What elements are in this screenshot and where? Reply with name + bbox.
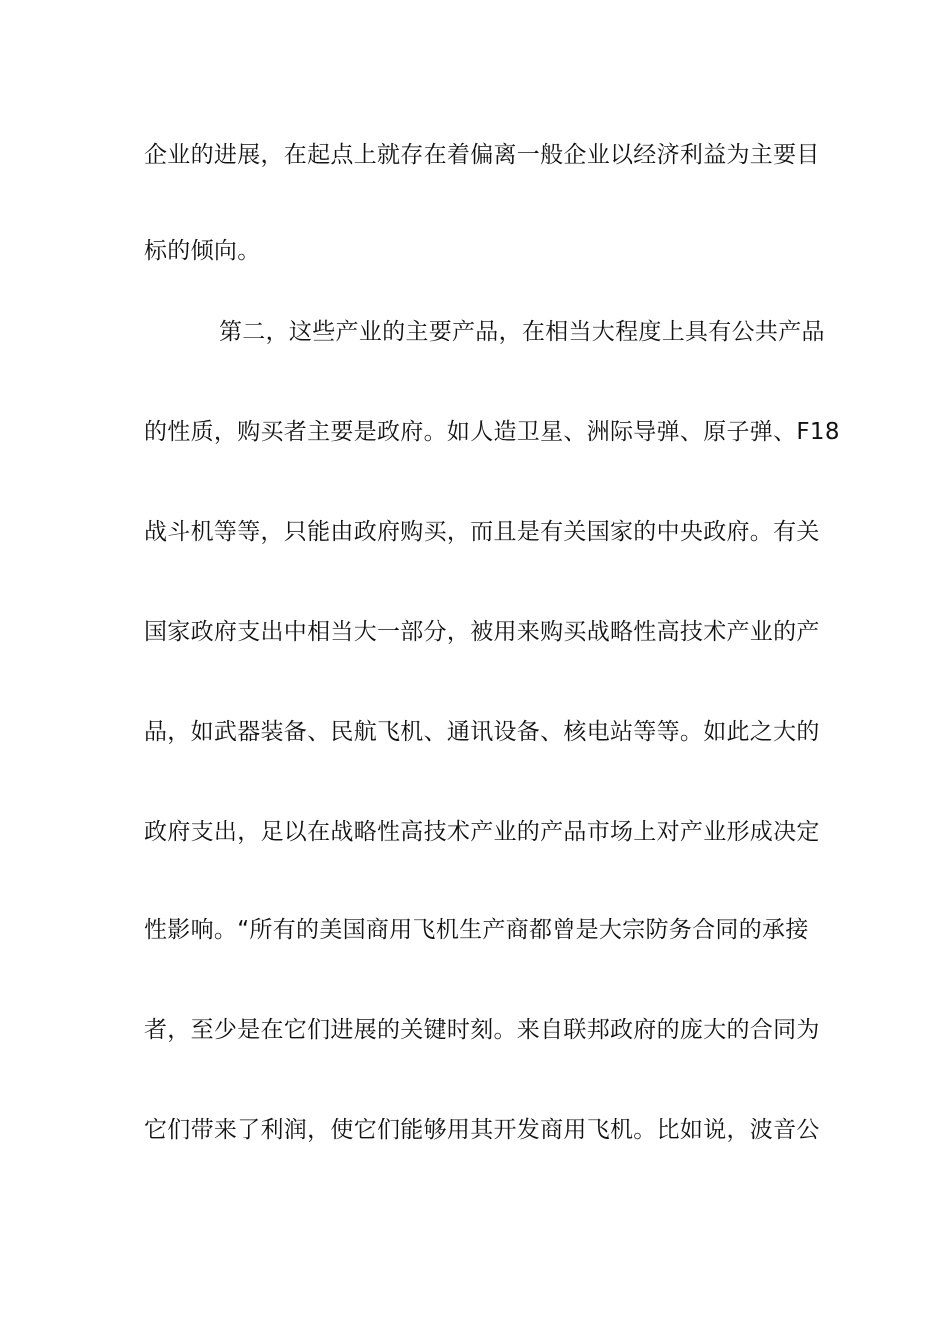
text-line: 者，至少是在它们进展的关键时刻。来自联邦政府的庞大的合同为 [144, 1017, 820, 1043]
text-line: 企业的进展，在起点上就存在着偏离一般企业以经济利益为主要目 [144, 142, 820, 168]
text-line: 国家政府支出中相当大一部分，被用来购买战略性高技术产业的产 [144, 619, 820, 645]
text-line: 战斗机等等，只能由政府购买，而且是有关国家的中央政府。有关 [144, 519, 820, 545]
text-line: 性影响。“所有的美国商用飞机生产商都曾是大宗防务合同的承接 [144, 917, 809, 943]
paragraph-start-line: 第二，这些产业的主要产品，在相当大程度上具有公共产品 [219, 319, 825, 345]
text-line: 的性质，购买者主要是政府。如人造卫星、洲际导弹、原子弹、F18 [144, 419, 840, 445]
text-line: 品，如武器装备、民航飞机、通讯设备、核电站等等。如此之大的 [144, 719, 820, 745]
text-line: 政府支出，足以在战略性高技术产业的产品市场上对产业形成决定 [144, 819, 820, 845]
text-line: 标的倾向。 [144, 238, 261, 264]
text-line: 它们带来了利润，使它们能够用其开发商用飞机。比如说，波音公 [144, 1117, 820, 1143]
